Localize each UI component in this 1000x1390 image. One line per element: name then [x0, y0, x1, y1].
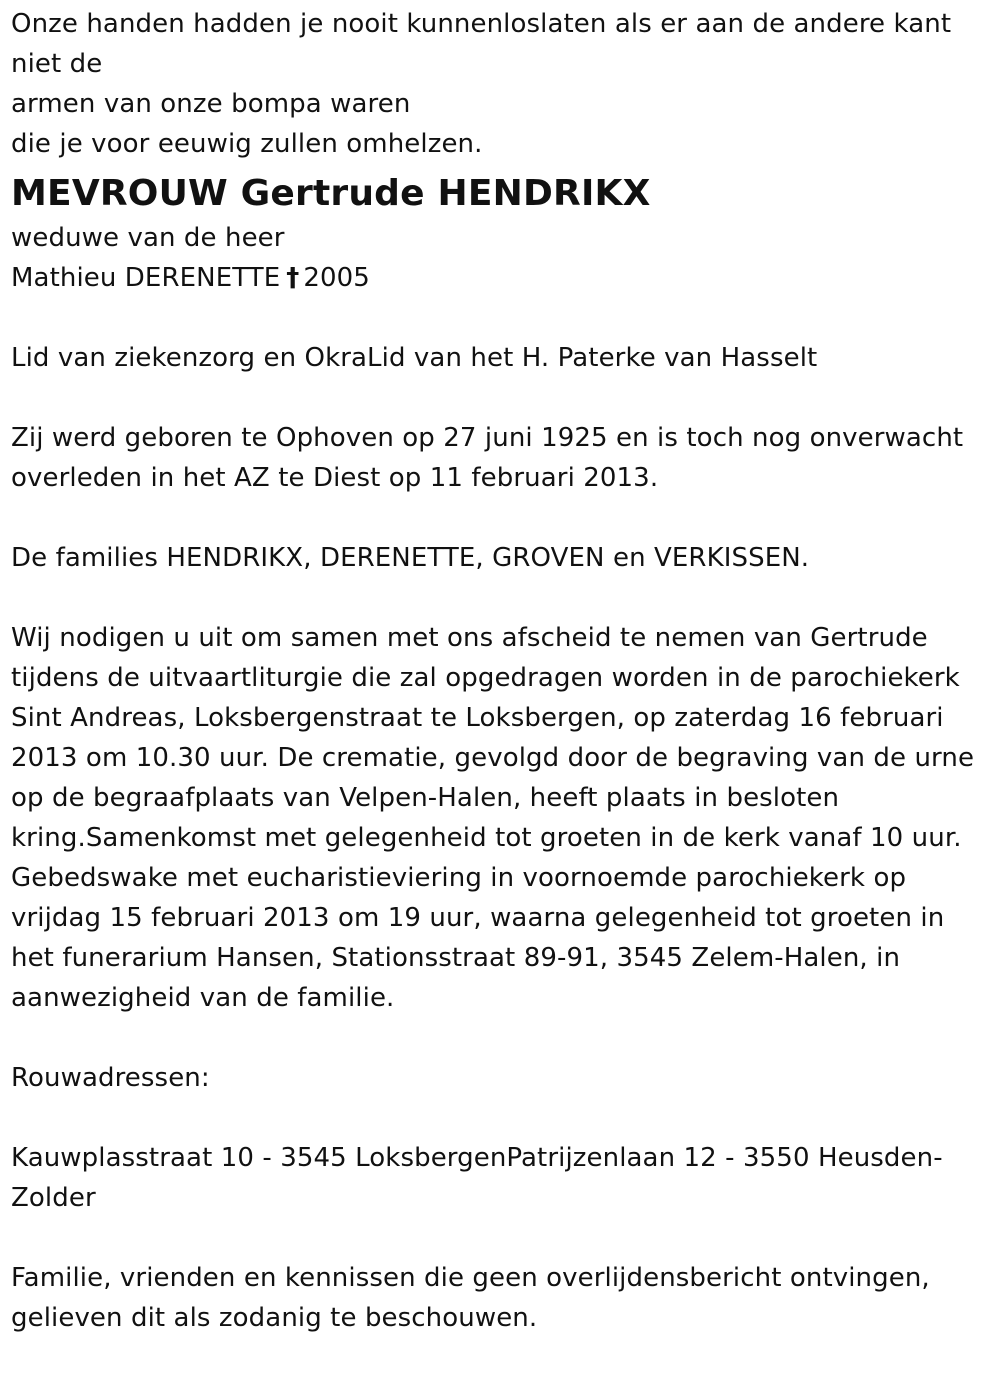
- invitation-line: Sint Andreas, Loksbergenstraat te Loksbergen, op zaterdag 16 februari: [11, 703, 944, 733]
- closing-line: Familie, vrienden en kennissen die geen overlijdensbericht ontvingen,: [11, 1263, 930, 1293]
- invitation-line: tijdens de uitvaartliturgie die zal opgedragen worden in de parochiekerk: [11, 663, 960, 693]
- poem-line: niet de: [11, 49, 103, 79]
- cross-icon: †: [286, 263, 300, 293]
- birth-death: [11, 418, 986, 498]
- invitation-line: Wij nodigen u uit om samen met ons afscheid te nemen van Gertrude: [11, 623, 928, 653]
- invitation-line: vrijdag 15 februari 2013 om 19 uur, waarna gelegenheid tot groeten in: [11, 903, 945, 933]
- spacer: [11, 1018, 986, 1058]
- deceased-name: MEVROUW Gertrude HENDRIKX: [11, 173, 651, 214]
- invitation-line: het funerarium Hansen, Stationsstraat 89-91, 3545 Zelem-Halen, in: [11, 943, 901, 973]
- spacer: [11, 298, 986, 338]
- families: De families HENDRIKX, DERENETTE, GROVEN en VERKISSEN.: [11, 543, 810, 573]
- invitation-line: 2013 om 10.30 uur. De crematie, gevolgd door de begraving van de urne: [11, 743, 975, 773]
- invitation-line: kring.Samenkomst met gelegenheid tot groeten in de kerk vanaf 10 uur.: [11, 823, 962, 853]
- invitation-line: op de begraafplaats van Velpen-Halen, heeft plaats in besloten: [11, 783, 840, 813]
- addresses: [11, 1138, 986, 1218]
- spacer: [11, 378, 986, 418]
- spouse-line: [11, 258, 986, 298]
- closing: [11, 1258, 986, 1338]
- poem-line: armen van onze bompa waren: [11, 89, 411, 119]
- addresses-label: Rouwadressen:: [11, 1063, 210, 1093]
- birth-death-line: overleden in het AZ te Diest op 11 februari 2013.: [11, 463, 659, 493]
- invitation-line: Gebedswake met eucharistieviering in voornoemde parochiekerk op: [11, 863, 907, 893]
- poem-line: die je voor eeuwig zullen omhelzen.: [11, 129, 483, 159]
- obituary-document: [11, 4, 986, 1338]
- address-line: Kauwplasstraat 10 - 3545 LoksbergenPatrijzenlaan 12 - 3550 Heusden-: [11, 1143, 943, 1173]
- widow-line: weduwe van de heer: [11, 223, 285, 253]
- closing-line: gelieven dit als zodanig te beschouwen.: [11, 1303, 538, 1333]
- invitation-line: aanwezigheid van de familie.: [11, 983, 395, 1013]
- spacer: [11, 1098, 986, 1138]
- poem: [11, 4, 986, 164]
- spouse-name: Mathieu DERENETTE: [11, 263, 281, 293]
- invitation: [11, 618, 986, 1018]
- poem-line: Onze handen hadden je nooit kunnenloslaten als er aan de andere kant: [11, 9, 952, 39]
- spacer: [11, 1218, 986, 1258]
- spacer: [11, 578, 986, 618]
- birth-death-line: Zij werd geboren te Ophoven op 27 juni 1925 en is toch nog onverwacht: [11, 423, 964, 453]
- spouse-year: 2005: [303, 263, 370, 293]
- membership: Lid van ziekenzorg en OkraLid van het H. Paterke van Hasselt: [11, 343, 818, 373]
- spacer: [11, 498, 986, 538]
- address-line: Zolder: [11, 1183, 96, 1213]
